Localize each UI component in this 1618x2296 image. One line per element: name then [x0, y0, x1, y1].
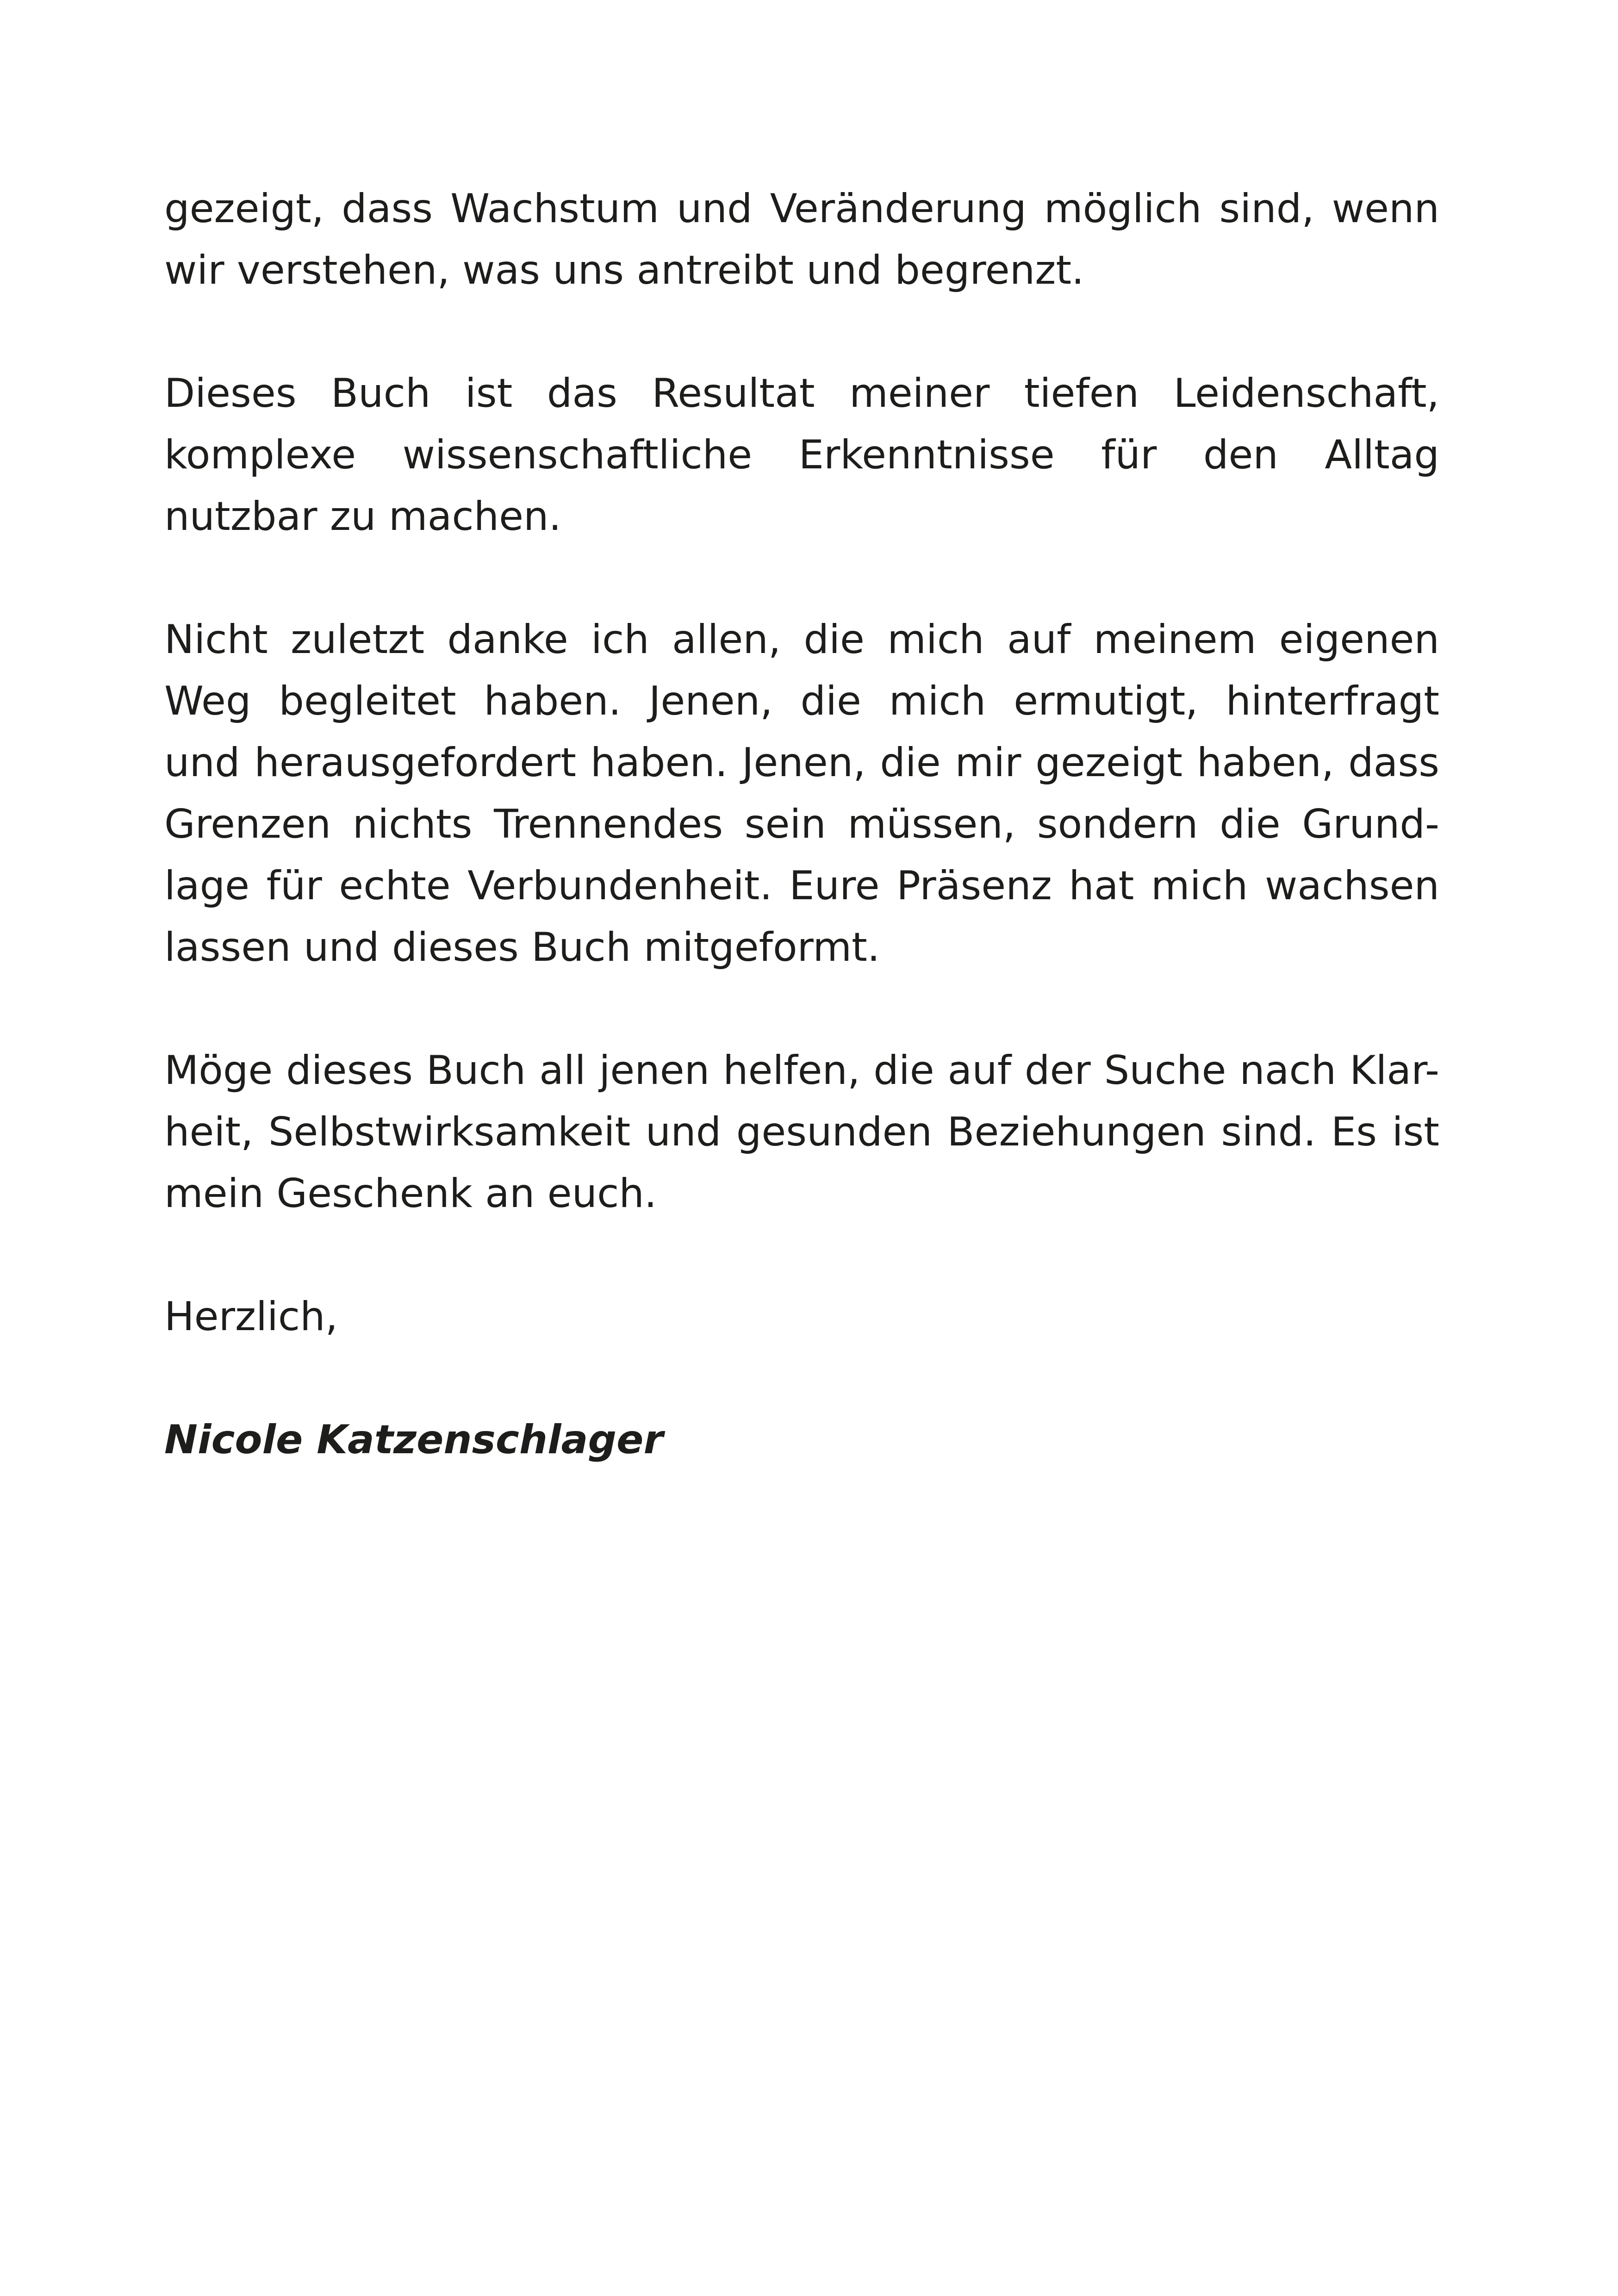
- paragraph-3: [164, 609, 1439, 978]
- paragraph-4: [164, 1040, 1439, 1225]
- paragraph-2: [164, 363, 1439, 548]
- text-line: wir verstehen, was uns antreibt und begrenzt.: [164, 247, 1084, 293]
- text-line: lage für echte Verbundenheit. Eure Präsenz hat mich wachsen: [164, 863, 1439, 909]
- text-line: Grenzen nichts Trennendes sein müssen, sondern die Grund-: [164, 801, 1439, 847]
- text-line: Nicht zuletzt danke ich allen, die mich auf meinem eigenen: [164, 616, 1439, 663]
- text-line: Möge dieses Buch all jenen helfen, die auf der Suche nach Klar-: [164, 1047, 1439, 1094]
- closing-greeting: Herzlich,: [164, 1294, 338, 1340]
- author-signature: Nicole Katzenschlager: [164, 1417, 663, 1463]
- text-line: gezeigt, dass Wachstum und Veränderung möglich sind, wenn: [164, 186, 1439, 232]
- text-line: komplexe wissenschaftliche Erkenntnisse für den Alltag: [164, 432, 1439, 478]
- text-line: Weg begleitet haben. Jenen, die mich ermutigt, hinterfragt: [164, 678, 1439, 724]
- text-line: mein Geschenk an euch.: [164, 1170, 657, 1217]
- text-line: und herausgefordert haben. Jenen, die mir gezeigt haben, dass: [164, 740, 1439, 786]
- body-text: [164, 178, 1439, 1471]
- text-line: nutzbar zu machen.: [164, 493, 561, 540]
- text-line: Dieses Buch ist das Resultat meiner tiefen Leidenschaft,: [164, 370, 1439, 417]
- text-line: lassen und dieses Buch mitgeformt.: [164, 924, 880, 971]
- text-line: heit, Selbstwirksamkeit und gesunden Beziehungen sind. Es ist: [164, 1109, 1439, 1155]
- paragraph-1: [164, 178, 1439, 301]
